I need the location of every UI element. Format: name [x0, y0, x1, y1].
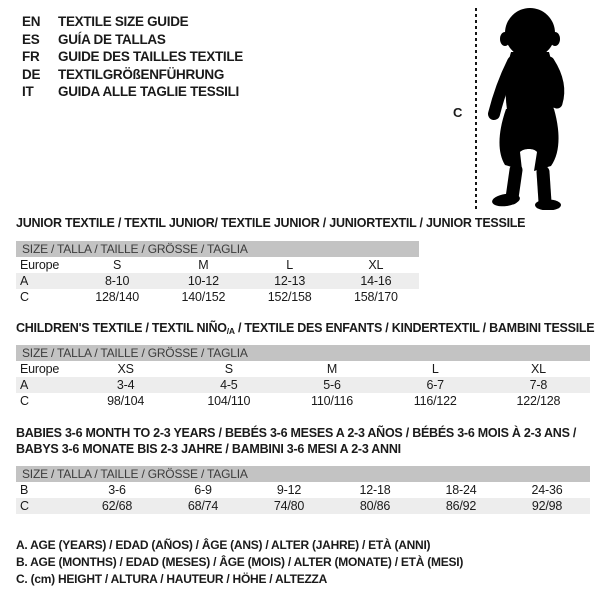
table-title: BABIES 3-6 MONTH TO 2-3 YEARS / BEBÉS 3-6 MESES A 2-3 AÑOS / BÉBÉS 3-6 MOIS À 2-3 ANS /: [16, 426, 577, 440]
size-header-bar: SIZE / TALLA / TAILLE / GRÖSSE / TAGLIA: [16, 345, 590, 361]
table-row: [16, 498, 590, 514]
size-table: [16, 241, 419, 305]
height-c-label: C: [453, 105, 463, 120]
language-code: IT: [22, 84, 34, 99]
language-code: EN: [22, 14, 41, 29]
cell-value: 80/86: [359, 499, 391, 513]
language-label: GUÍA DE TALLAS: [58, 31, 166, 47]
cell-value: L: [431, 362, 439, 376]
cell-value: 116/122: [413, 394, 457, 408]
table-title-text: / TEXTILE DES ENFANTS / KINDERTEXTIL / BAMBINI TESSILE: [234, 321, 595, 335]
size-header-bar: SIZE / TALLA / TAILLE / GRÖSSE / TAGLIA: [16, 466, 590, 482]
cell-value: 98/104: [107, 394, 145, 408]
cell-value: 3-4: [116, 378, 135, 392]
language-row: [22, 83, 243, 101]
size-table: [16, 466, 590, 514]
cell-value: S: [224, 362, 233, 376]
cell-value: XL: [530, 362, 546, 376]
row-label: A: [20, 274, 29, 288]
cell-value: 8-10: [105, 274, 130, 288]
cell-value: 6-9: [194, 483, 212, 497]
table-row: [16, 482, 590, 498]
cell-value: 62/68: [101, 499, 133, 513]
row-label: C: [20, 290, 29, 304]
cell-value: 9-12: [276, 483, 302, 497]
cell-value: 110/116: [311, 394, 353, 408]
cell-value: M: [326, 362, 338, 376]
cell-value: 68/74: [187, 499, 219, 513]
cell-value: 12-18: [359, 483, 391, 497]
table-title: BABYS 3-6 MONATE BIS 2-3 JAHRE / BAMBINI 3-6 MESI A 2-3 ANNI: [16, 442, 401, 456]
row-label: C: [20, 394, 29, 408]
cell-value: 4-5: [220, 378, 238, 392]
table-row: [16, 361, 590, 377]
cell-value: XL: [368, 258, 384, 272]
cell-value: 104/110: [207, 394, 251, 408]
size-table: [16, 345, 590, 409]
table-title-text: CHILDREN'S TEXTILE / TEXTIL NIÑO: [16, 321, 227, 335]
language-label: GUIDE DES TAILLES TEXTILE: [58, 49, 244, 64]
cell-value: 14-16: [360, 274, 392, 288]
language-row: [22, 48, 243, 66]
language-label: TEXTILE SIZE GUIDE: [58, 14, 189, 29]
row-label: B: [20, 483, 29, 497]
table-title: [16, 320, 594, 339]
row-label: Europe: [20, 258, 60, 272]
cell-value: 92/98: [531, 499, 563, 513]
cell-value: 122/128: [516, 394, 561, 408]
language-row: [22, 66, 243, 84]
table-row: [16, 377, 590, 393]
footnote-line: C. (cm) HEIGHT / ALTURA / HAUTEUR / HÖHE / ALTEZZA: [16, 572, 328, 586]
cell-value: 158/170: [353, 290, 398, 304]
cell-value: M: [198, 258, 209, 272]
cell-value: 7-8: [529, 378, 548, 392]
table-row: [16, 257, 419, 273]
language-row: [22, 31, 243, 49]
cell-value: 86/92: [445, 499, 477, 513]
cell-value: 18-24: [445, 483, 477, 497]
row-label: A: [20, 378, 29, 392]
size-header-bar: SIZE / TALLA / TAILLE / GRÖSSE / TAGLIA: [16, 241, 419, 257]
cell-value: S: [113, 258, 122, 272]
table-row: [16, 273, 419, 289]
row-label: Europe: [20, 362, 60, 376]
language-row: [22, 13, 243, 31]
cell-value: 152/158: [267, 290, 312, 304]
cell-value: 3-6: [108, 483, 126, 497]
cell-value: 12-13: [274, 274, 306, 288]
row-label: C: [20, 499, 29, 513]
table-title-subscript: /A: [226, 326, 235, 336]
cell-value: 140/152: [181, 290, 226, 304]
cell-value: 10-12: [187, 274, 219, 288]
language-label: GUIDA ALLE TAGLIE TESSILI: [58, 84, 239, 99]
cell-value: L: [286, 258, 293, 272]
language-code: FR: [22, 49, 40, 64]
language-code: ES: [22, 31, 40, 47]
footnote-line: B. AGE (MONTHS) / EDAD (MESES) / ÂGE (MOIS) / ALTER (MONATE) / ETÀ (MESI): [16, 555, 464, 569]
cell-value: 24-36: [531, 483, 563, 497]
table-title: JUNIOR TEXTILE / TEXTIL JUNIOR/ TEXTILE JUNIOR / JUNIORTEXTIL / JUNIOR TESSILE: [16, 216, 526, 230]
baby-silhouette-icon: [483, 4, 575, 210]
table-row: [16, 393, 590, 409]
cell-value: 6-7: [426, 378, 444, 392]
language-label: TEXTILGRÖßENFÜHRUNG: [58, 66, 225, 82]
cell-value: 74/80: [273, 499, 305, 513]
cell-value: 128/140: [95, 290, 140, 304]
cell-value: XS: [117, 362, 134, 376]
footnotes: [16, 537, 463, 588]
language-code: DE: [22, 66, 41, 82]
footnote-line: A. AGE (YEARS) / EDAD (AÑOS) / ÂGE (ANS) / ALTER (JAHRE) / ETÀ (ANNI): [16, 538, 431, 552]
cell-value: 5-6: [323, 378, 341, 392]
height-dashed-line: [475, 8, 477, 209]
table-row: [16, 289, 419, 305]
language-list: [22, 13, 243, 101]
